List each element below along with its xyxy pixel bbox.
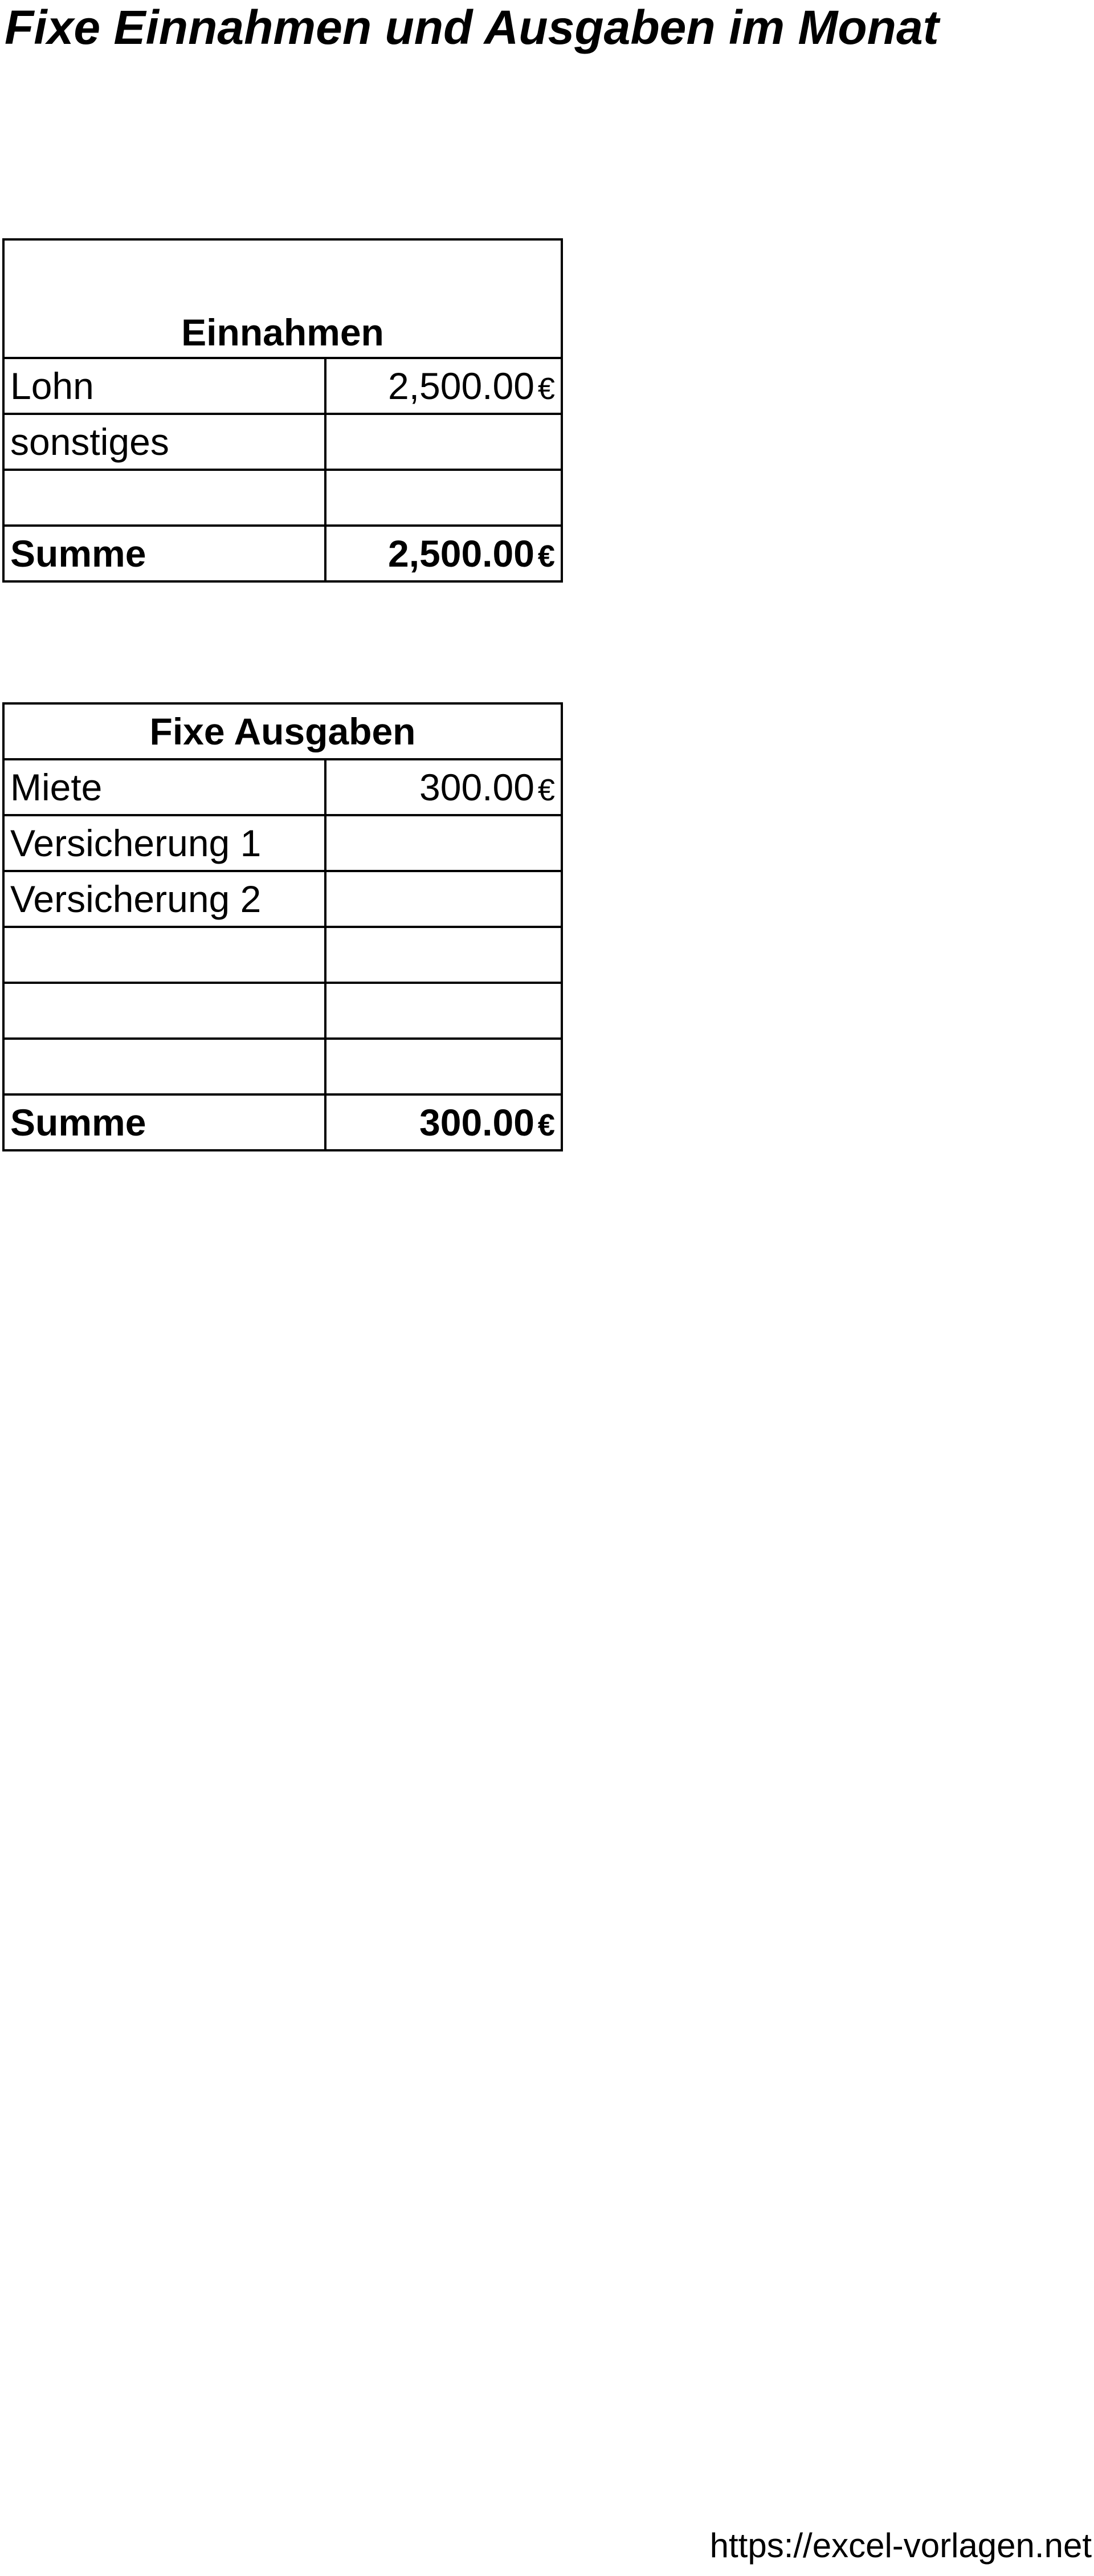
table-row [3, 470, 562, 526]
income-row-amount[interactable] [325, 470, 562, 526]
income-row-label[interactable] [3, 470, 325, 526]
table-row [3, 927, 562, 983]
income-row-amount[interactable] [325, 414, 562, 470]
expense-row-amount[interactable] [325, 927, 562, 983]
amount-value: 300.00 [419, 766, 534, 808]
amount-value: 300.00 [419, 1101, 534, 1143]
expense-row-label[interactable]: Versicherung 1 [3, 815, 325, 871]
income-sum-row [3, 526, 562, 581]
table-row [3, 414, 562, 470]
page-title: Fixe Einnahmen und Ausgaben im Monat [5, 1, 939, 54]
table-row [3, 815, 562, 871]
table-row [3, 358, 562, 414]
currency-symbol: € [537, 1108, 555, 1142]
footer-url: https://excel-vorlagen.net [709, 2526, 1092, 2565]
income-row-amount[interactable] [325, 358, 562, 414]
currency-symbol: € [537, 372, 555, 406]
expense-header-row [3, 703, 562, 759]
table-row [3, 871, 562, 927]
expense-row-label[interactable] [3, 927, 325, 983]
amount-value: 2,500.00 [387, 532, 534, 575]
income-row-label[interactable]: Lohn [3, 358, 325, 414]
income-sum-label: Summe [3, 526, 325, 581]
expense-row-label[interactable] [3, 983, 325, 1039]
currency-symbol: € [537, 773, 555, 807]
expense-row-amount[interactable] [325, 759, 562, 815]
expense-row-label[interactable] [3, 1039, 325, 1094]
expense-row-amount[interactable] [325, 815, 562, 871]
expense-header: Fixe Ausgaben [3, 703, 562, 759]
table-row [3, 1039, 562, 1094]
expense-row-label[interactable]: Versicherung 2 [3, 871, 325, 927]
income-sum-amount[interactable] [325, 526, 562, 581]
amount-value: 2,500.00 [387, 365, 534, 407]
expense-table [2, 702, 563, 1151]
income-row-label[interactable]: sonstiges [3, 414, 325, 470]
expense-row-amount[interactable] [325, 871, 562, 927]
expense-sum-amount[interactable] [325, 1094, 562, 1150]
currency-symbol: € [537, 539, 555, 573]
expense-sum-row [3, 1094, 562, 1150]
expense-sum-label: Summe [3, 1094, 325, 1150]
income-header: Einnahmen [3, 239, 562, 358]
table-row [3, 759, 562, 815]
expense-row-amount[interactable] [325, 1039, 562, 1094]
income-header-row [3, 239, 562, 358]
expense-row-amount[interactable] [325, 983, 562, 1039]
expense-row-label[interactable]: Miete [3, 759, 325, 815]
income-table [2, 238, 563, 583]
table-row [3, 983, 562, 1039]
